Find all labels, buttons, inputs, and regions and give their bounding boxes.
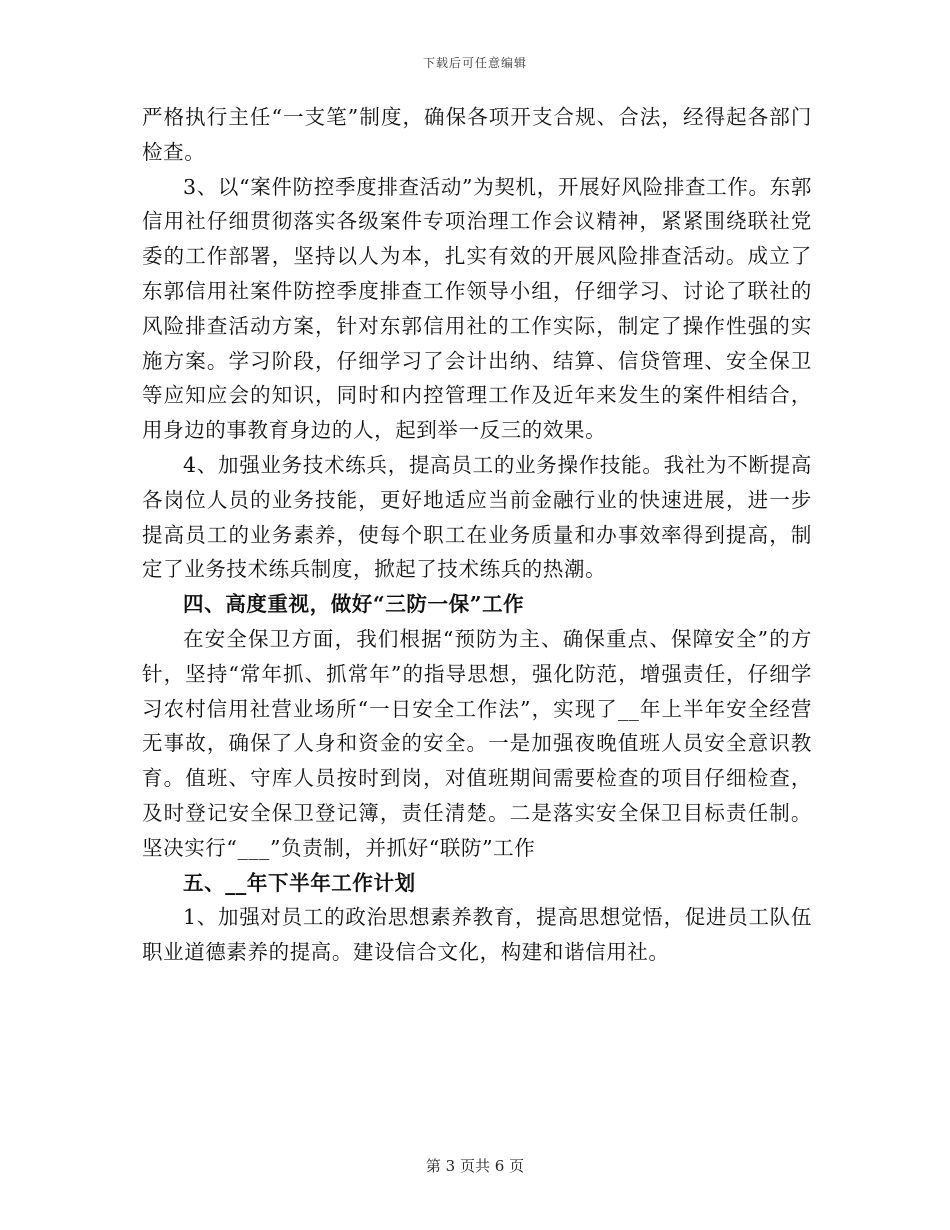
- paragraph-2: 3、以“案件防控季度排查活动”为契机，开展好风险排查工作。东郭信用社仔细贯彻落实各级案件专项治理工作会议精神，紧紧围绕联社党委的工作部署，坚持以人为本，扎实有效的开展风险排查活动。成立了东郭信用社案件防控季度排查工作领导小组，仔细学习、讨论了联社的风险排查活动方案，针对东郭信用社的工作实际，制定了操作性强的实施方案。学习阶段，仔细学习了会计出纳、结算、信贷管理、安全保卫等应知应会的知识，同时和内控管理工作及近年来发生的案件相结合，用身边的事教育身边的人，起到举一反三的效果。: [142, 174, 812, 443]
- paragraph-4: 在安全保卫方面，我们根据“预防为主、确保重点、保障安全”的方针，坚持“常年抓、抓常年”的指导思想，强化防范，增强责任，仔细学习农村信用社营业场所“一日安全工作法”，实现了__年上半年安全经营无事故，确保了人身和资金的安全。一是加强夜晚值班人员安全意识教育。值班、守库人员按时到岗，对值班期间需要检查的项目仔细检查，及时登记安全保卫登记簿，责任清楚。二是落实安全保卫目标责任制。坚决实行“___”负责制，并抓好“联防”工作: [142, 626, 812, 860]
- page-footer: 第 3 页共 6 页: [425, 1157, 525, 1175]
- paragraph-3: 4、加强业务技术练兵，提高员工的业务操作技能。我社为不断提高各岗位人员的业务技能，更好地适应当前金融行业的快速进展，进一步提高员工的业务素养，使每个职工在业务质量和办事效率得到提高，制定了业务技术练兵制度，掀起了技术练兵的热潮。: [142, 452, 812, 582]
- section-heading-4: 四、高度重视，做好“三防一保”工作: [183, 592, 525, 617]
- paragraph-5: 1、加强对员工的政治思想素养教育，提高思想觉悟，促进员工队伍职业道德素养的提高。建设信合文化，构建和谐信用社。: [142, 905, 812, 965]
- paragraph-1: 严格执行主任“一支笔”制度，确保各项开支合规、合法，经得起各部门检查。: [142, 105, 812, 164]
- document-body: [142, 100, 812, 970]
- page-header: 下载后可任意编辑: [422, 56, 527, 70]
- section-heading-5: 五、__年下半年工作计划: [183, 870, 416, 895]
